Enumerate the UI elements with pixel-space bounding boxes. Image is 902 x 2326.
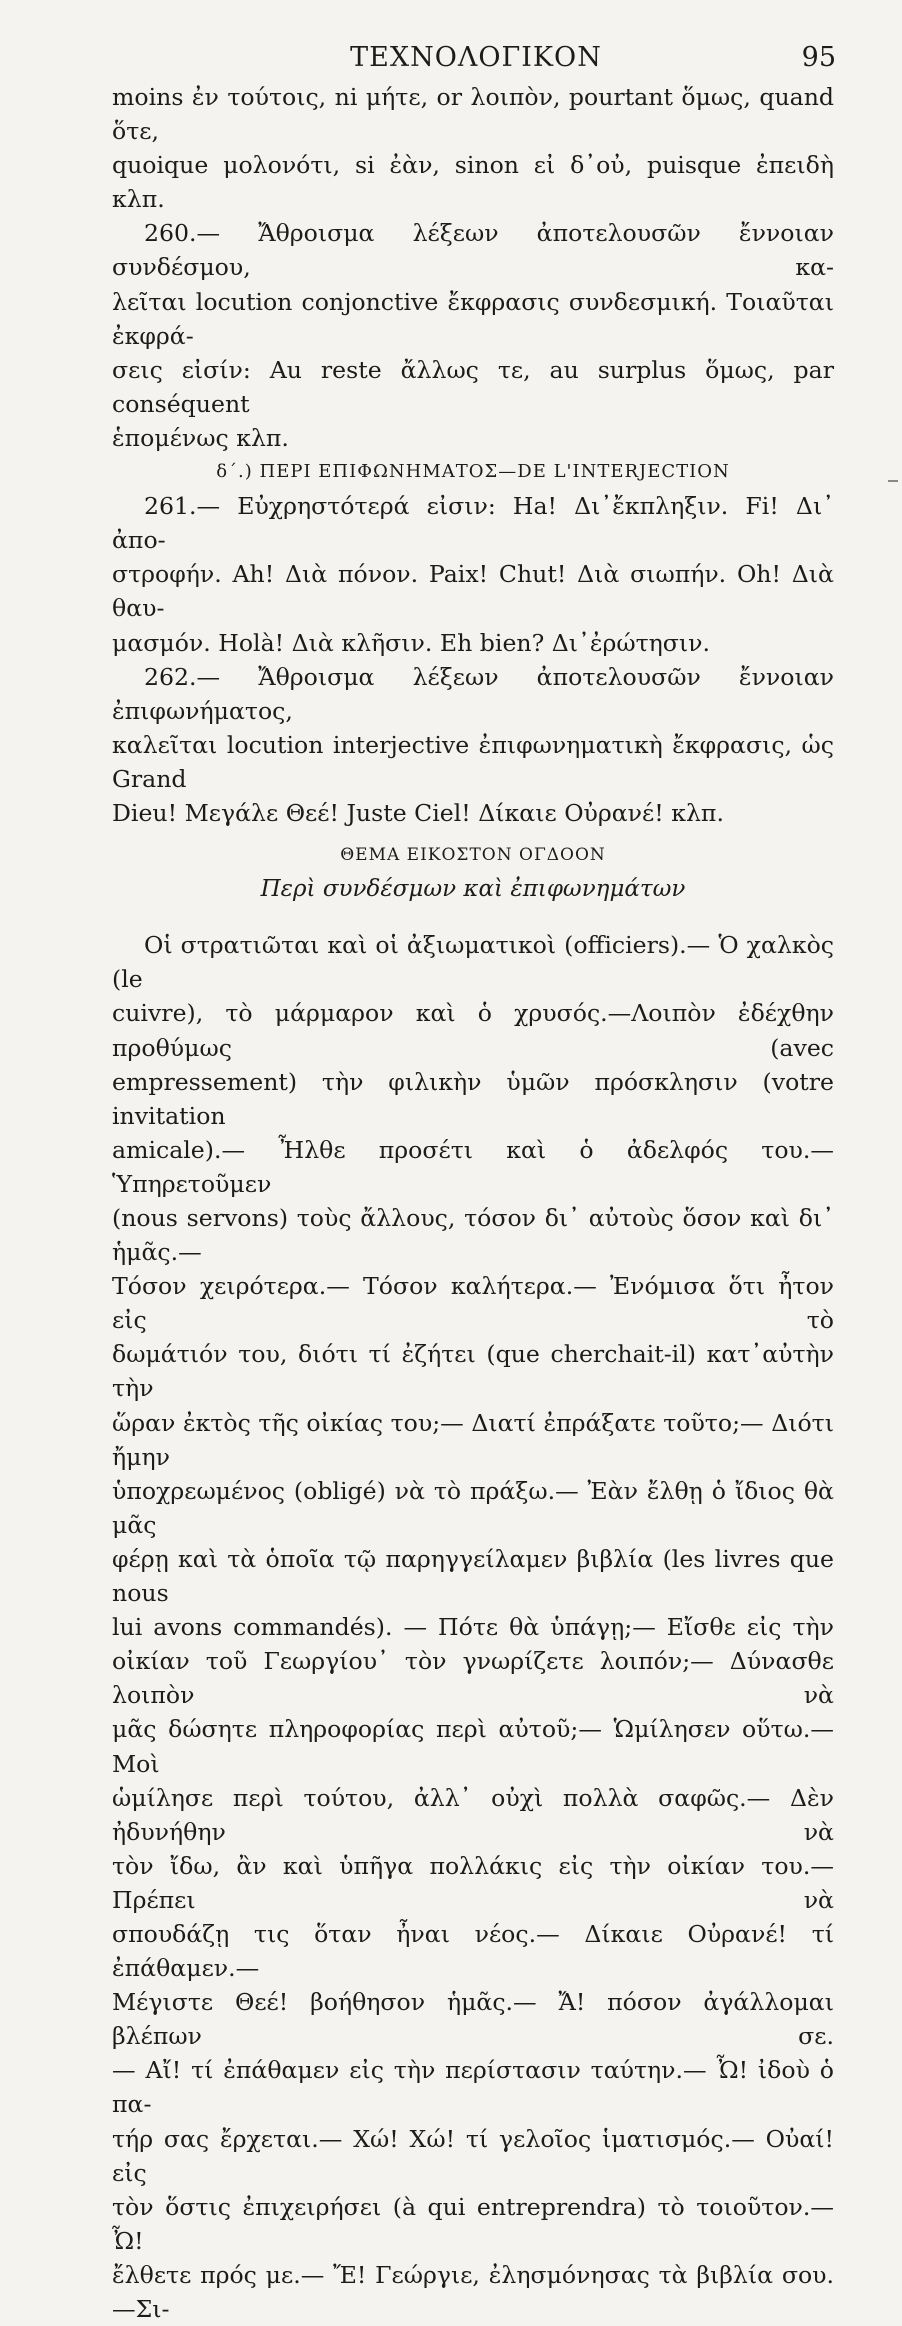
page-body [112,80,834,2326]
text-line: ὡμίλησε περὶ τούτου, ἀλλ᾽ οὐχὶ πολλὰ σαφῶς.— Δὲν ἠδυνήθην νὰ [112,1783,834,1846]
text-line: lui avons commandés). — Πότε θὰ ὑπάγῃ;— Εἴσθε εἰς τὴν [112,1613,834,1642]
text-line: Dieu! Μεγάλε Θεέ! Juste Ciel! Δίκαιε Οὐρανέ! κλπ. [112,798,724,827]
text-line: τήρ σας ἔρχεται.— Χώ! Χώ! τί γελοῖος ἱματισμός.— Οὐαί! εἰς [112,2124,834,2187]
text-line: τὸν ἴδω, ἂν καὶ ὑπῆγα πολλάκις εἰς τὴν οἰκίαν του.— Πρέπει νὰ [112,1851,834,1914]
text-line: ἑπομένως κλπ. [112,423,289,452]
text-line: στροφήν. Ah! Διὰ πόνον. Paix! Chut! Διὰ σιωπήν. Oh! Διὰ θαυ- [112,560,834,623]
text-line: σεις εἰσίν: Au reste ἄλλως τε, au surplus ὅμως, par conséquent [112,355,834,418]
section-heading: δ΄.) ΠΕΡΙ ΕΠΙΦΩΝΗΜΑΤΟΣ—DE L'INTERJECTION [216,461,730,483]
theme-heading: ΘΕΜΑ ΕΙΚΟΣΤΟΝ ΟΓΔΟΟΝ [340,845,606,866]
text-line: οἰκίαν τοῦ Γεωργίου᾽ τὸν γνωρίζετε λοιπόν;— Δύνασθε λοιπὸν νὰ [112,1647,834,1710]
theme-subtitle: Περὶ συνδέσμων καὶ ἐπιφωνημάτων [260,876,686,903]
text-line: φέρῃ καὶ τὰ ὁποῖα τῷ παρηγγείλαμεν βιβλία (les livres que nous [112,1544,834,1608]
text-line: empressement) τὴν φιλικὴν ὑμῶν πρόσκλησιν (votre invitation [112,1067,834,1130]
text-line: ἔλθετε πρός με.— Ἔ! Γεώργιε, ἐλησμόνησας τὰ βιβλία σου.—Σι- [112,2260,834,2323]
page-number: 95 [801,42,836,73]
page-header [110,42,842,82]
text-line: amicale).— Ἦλθε προσέτι καὶ ὁ ἀδελφός του.— Ὑπηρετοῦμεν [112,1135,834,1198]
margin-mark [888,480,898,482]
text-line: σπουδάζῃ τις ὅταν ἦναι νέος.— Δίκαιε Οὐρανέ! τί ἐπάθαμεν.— [112,1919,834,1983]
text-line: cuivre), τὸ μάρμαρον καὶ ὁ χρυσός.—Λοιπὸν ἐδέχθην προθύμως (avec [112,999,834,1062]
text-line: δωμάτιόν του, διότι τί ἐζήτει (que cherchait-il) κατ᾽αὐτὴν τὴν [112,1340,834,1403]
text-line: 261.— Εὐχρηστότερά εἰσιν: Ha! Δι᾽ἔκπληξιν. Fi! Δι᾽ ἀπο- [112,492,834,555]
text-line: καλεῖται locution interjective ἐπιφωνηματικὴ ἔκφρασις, ὡς Grand [112,730,834,793]
text-line: Μέγιστε Θεέ! βοήθησον ἡμᾶς.— Ἄ! πόσον ἀγάλλομαι βλέπων σε. [112,1988,834,2051]
text-line: — Αἴ! τί ἐπάθαμεν εἰς τὴν περίστασιν ταύτην.— Ὦ! ἰδοὺ ὁ πα- [112,2056,834,2119]
text-line: moins ἐν τούτοις, ni μήτε, or λοιπὸν, pourtant ὅμως, quand ὅτε, [112,83,834,146]
text-line: λεῖται locution conjonctive ἔκφρασις συνδεσμική. Τοιαῦται ἐκφρά- [112,287,834,350]
text-line: (nous servons) τοὺς ἄλλους, τόσον δι᾽ αὐτοὺς ὅσον καὶ δι᾽ ἡμᾶς.— [112,1204,834,1267]
text-line: τὸν ὅστις ἐπιχειρήσει (à qui entreprendra) τὸ τοιοῦτον.— Ὦ! [112,2192,834,2255]
text-line: quoique μολονότι, si ἐὰν, sinon εἰ δ᾽οὐ, puisque ἐπειδὴ κλπ. [112,151,834,214]
text-line: 262.— Ἄθροισμα λέξεων ἀποτελουσῶν ἔννοιαν ἐπιφωνήματος, [112,662,834,725]
text-line: 260.— Ἄθροισμα λέξεων ἀποτελουσῶν ἔννοιαν συνδέσμου, κα- [112,219,834,282]
text-line: ὑποχρεωμένος (obligé) νὰ τὸ πράξω.— Ἐὰν ἔλθῃ ὁ ἴδιος θὰ μᾶς [112,1476,834,1539]
text-line: ὥραν ἐκτὸς τῆς οἰκίας του;— Διατί ἐπράξατε τοῦτο;— Διότι ἤμην [112,1408,834,1471]
text-line: Οἱ στρατιῶται καὶ οἱ ἀξιωματικοὶ (officiers).— Ὁ χαλκὸς (le [112,931,834,994]
text-line: Τόσον χειρότερα.— Τόσον καλήτερα.— Ἐνόμισα ὅτι ἦτον εἰς τὸ [112,1272,834,1335]
text-line: μᾶς δώσητε πληροφορίας περὶ αὐτοῦ;— Ὡμίλησεν οὕτω.— Μοὶ [112,1715,834,1778]
running-title: ΤΕΧΝΟΛΟΓΙΚΟΝ [350,42,602,73]
text-line: μασμόν. Holà! Διὰ κλῆσιν. Eh bien? Δι᾽ἐρώτησιν. [112,628,711,657]
